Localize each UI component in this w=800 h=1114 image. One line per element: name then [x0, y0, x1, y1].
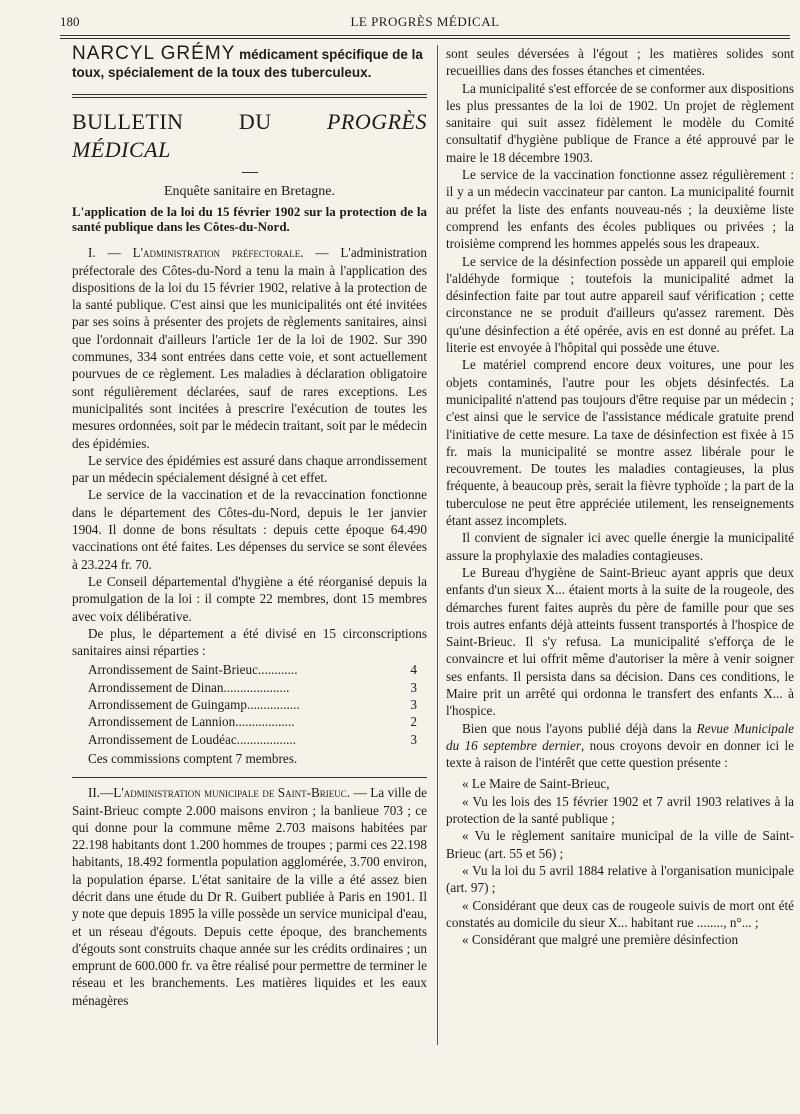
table-row	[72, 661, 427, 678]
article-subtitle: L'application de la loi du 15 février 1902 sur la protection de la santé publique dans les Côtes-du-Nord.	[72, 204, 427, 235]
arrondissement-count: 4	[410, 662, 417, 678]
section1-paragraph-1	[72, 244, 427, 452]
arrondissement-count: 2	[410, 714, 417, 730]
quote-line-5: « Considérant que deux cas de rougeole suivis de mort ont été constatés au domicile du sieur X... habitant rue ........, n°... ;	[446, 897, 794, 930]
bulletin-title-italic: PROGRÈS MÉDICAL	[72, 109, 427, 162]
right-paragraph-2: Le service de la vaccination fonctionne assez régulièrement : il y a un médecin vaccinateur par canton. La municipalité fournit au préfet la liste des enfants nouveau-nés ; la deuxième liste comprend les enfants des écoles publiques ou privées ; la troisième comprend les hommes appelés sous les drapeaux.	[446, 167, 794, 252]
right-paragraph-0: sont seules déversées à l'égout ; les matières solides sont recueillies dans des fosses étanches et cimentées.	[446, 46, 794, 79]
right-column	[446, 45, 794, 948]
table-row	[72, 731, 427, 748]
bulletin-title-prefix: BULLETIN DU	[72, 109, 272, 134]
section1-p1-text: — L'administration préfectorale des Côtes-du-Nord a tenu la main à l'application des dispositions de la loi du 15 février 1902, relative à la protection de la santé publique. C'est ainsi que les municipalités ont été invitées par ses soins à présenter des projets de règlements sanitaires, ainsi que l'ordonnait d'ailleurs l'article 1er de la loi de 1902. Sur 390 communes, 334 sont entrées dans cette voie, et sont actuellement pourvues de ce règlement. Les maladies à déclaration obligatoire sont régulièrement déclarées, sauf de rares exceptions. Les municipalités sont incitées à prescrire l'exécution de toutes les mesures ordonnées, soit par le médecin traitant, soit par le médecin des épidémies.	[72, 245, 427, 451]
section1-paragraph-5: De plus, le département a été divisé en 15 circonscriptions sanitaires ainsi réparties :	[72, 625, 427, 659]
arrondissement-count: 3	[410, 697, 417, 713]
header-rule	[60, 35, 790, 36]
arrondissement-name: Arrondissement de Dinan....................	[88, 679, 290, 695]
section1-paragraph-4: Le Conseil départemental d'hygiène a été réorganisé depuis la promulgation de la loi : il compte 22 membres, dont 15 membres avec voix délibérative.	[72, 573, 427, 624]
p7-end: , nous croyons devoir en donner ici le texte à raison de l'intérêt que cette question présente :	[446, 737, 795, 771]
article-heading: Enquête sanitaire en Bretagne.	[163, 184, 336, 199]
p7-start: Bien que nous l'ayons publié déjà dans la	[462, 720, 697, 736]
quote-line-3: « Vu le règlement sanitaire municipal de la ville de Saint-Brieuc (art. 55 et 56) ;	[446, 828, 794, 861]
header-rule-2	[60, 38, 790, 39]
section1-paragraph-6: Ces commissions comptent 7 membres.	[88, 750, 298, 766]
ad-brand: NARCYL GRÉMY	[72, 43, 236, 64]
section1-lead: I. — L'administration préfectorale.	[88, 245, 304, 261]
section2-paragraph-1	[72, 784, 427, 1009]
arrondissements-table	[72, 661, 427, 747]
right-paragraph-6: Le Bureau d'hygiène de Saint-Brieuc ayant appris que deux enfants d'un sieux X... étaient morts à la suite de la rougeole, des démarches furent faites auprès du père de famille pour que ses trois autres enfants déjà atteints fussent transportés à l'hospice de Saint-Brieuc. Il s'y refusa. La municipalité s'efforça de le convaincre et lui offrit même d'autoriser la mère à venir soigner ses enfants. Il persista dans sa décision. Dans ces conditions, le Maire prit un arrêté qui ordonna le transfert des enfants X... à l'hospice.	[446, 564, 794, 719]
quote-line-1: « Le Maire de Saint-Brieuc,	[462, 776, 610, 792]
journal-title: LE PROGRÈS MÉDICAL	[350, 14, 500, 29]
section-rule	[72, 94, 427, 98]
arrondissement-name: Arrondissement de Guingamp................	[88, 697, 300, 713]
column-divider	[437, 45, 438, 1045]
section-separator	[72, 777, 427, 778]
quote-line-4: « Vu la loi du 5 avril 1884 relative à l'organisation municipale (art. 97) ;	[446, 862, 794, 896]
table-row	[72, 696, 427, 713]
right-paragraph-3: Le service de la désinfection possède un appareil qui emploie l'aldéhyde formique ; toutefois la municipalité admet la désinfection faite par tout autre appareil sauf vérification ; cette circonstance ne se produit d'ailleurs qu'assez rarement. Dès qu'une désinfection a été opérée, avis en est donné au préfet. La literie est envoyée à l'hôpital qui possède une étuve.	[446, 253, 794, 356]
section1-paragraph-2: Le service des épidémies est assuré dans chaque arrondissement par un médecin spécialement désigné à cet effet.	[72, 452, 427, 486]
right-paragraph-1: La municipalité s'est efforcée de se conformer aux dispositions les plus pressantes de la loi de 1902. Un projet de règlement sanitaire qui suit assez fidèlement le modèle du Comité consultatif d'hygiène publique de France a été approuvé par le maire le 18 décembre 1903.	[446, 80, 794, 165]
left-column	[72, 45, 427, 1009]
arrondissement-name: Arrondissement de Lannion..................	[88, 714, 295, 730]
arrondissement-count: 3	[410, 731, 417, 747]
section2-p1-text: — La ville de Saint-Brieuc compte 2.000 maisons environ ; la banlieue 703 ; ce qui donne pour la commune même 2.703 maisons habitées par 22.198 habitants dont 1.200 hommes de troupes ; parmi ces 22.198 habitants, 18.492 formentla population agglomérée, 3.700 environ, la population éparse. L'état sanitaire de la ville a été assez bien décrit dans une étude du Dr R. Guibert publiée à Paris en 1901. Il y note que depuis 1895 la ville possède un service municipal d'eau, et un réseau d'égouts. Depuis cette époque, des branchements d'égouts sont construits chaque année sur les crédits ordinaires ; un emprunt de 600.000 fr. va être réalisé pour permettre de terminer le réseau et les branchements. Les matières liquides et les eaux ménagères	[72, 785, 427, 1008]
quote-line-2: « Vu les lois des 15 février 1902 et 7 avril 1903 relatives à la protection de la santé publique ;	[446, 793, 794, 827]
table-row	[72, 679, 427, 696]
title-dash	[242, 172, 258, 173]
section2-lead: II.—L'administration municipale de Saint-Brieuc.	[88, 785, 351, 801]
bulletin-title	[72, 108, 427, 164]
right-paragraph-4: Le matériel comprend encore deux voitures, une pour les objets contaminés, l'autre pour les objets désinfectés. La municipalité n'attend pas toujours d'être requise par un médecin ; c'est ainsi que le service de l'assistance médicale gratuite prend l'initiative de cette mesure. La taxe de désinfection est fixée à 15 fr. mais la municipalité se montre assez libérale pour le recouvrement. De toutes les maladies contagieuses, la plus fréquente, à beaucoup près, serait la fièvre typhoïde ; la part de la tuberculose ne peut être appréciée utilement, les renseignements étant assez incomplets.	[446, 357, 794, 529]
right-paragraph-7	[446, 720, 794, 772]
right-paragraph-5: Il convient de signaler ici avec quelle énergie la municipalité assure la prophylaxie des maladies contagieuses.	[446, 530, 794, 563]
page-header	[60, 12, 790, 30]
arrondissement-name: Arrondissement de Loudéac..................	[88, 731, 297, 747]
arrondissement-name: Arrondissement de Saint-Brieuc............	[88, 662, 298, 678]
table-row	[72, 713, 427, 730]
quote-line-6: « Considérant que malgré une première désinfection	[462, 932, 739, 948]
section1-paragraph-3: Le service de la vaccination et de la revaccination fonctionne dans le département des Côtes-du-Nord, depuis le 1er janvier 1904. Il donne de bons résultats : depuis cette époque 64.490 vaccinations ont été faites. Les dépenses du service se sont élevées à 23.224 fr. 70.	[72, 487, 427, 572]
ad-text: médicament spécifique de la toux, spécialement de la toux des tuberculeux.	[72, 47, 423, 80]
arrondissement-count: 3	[410, 679, 417, 695]
page-number: 180	[60, 14, 80, 29]
advertisement	[72, 45, 427, 82]
revue-municipale-citation: Revue Municipale du 16 septembre dernier	[446, 720, 794, 753]
